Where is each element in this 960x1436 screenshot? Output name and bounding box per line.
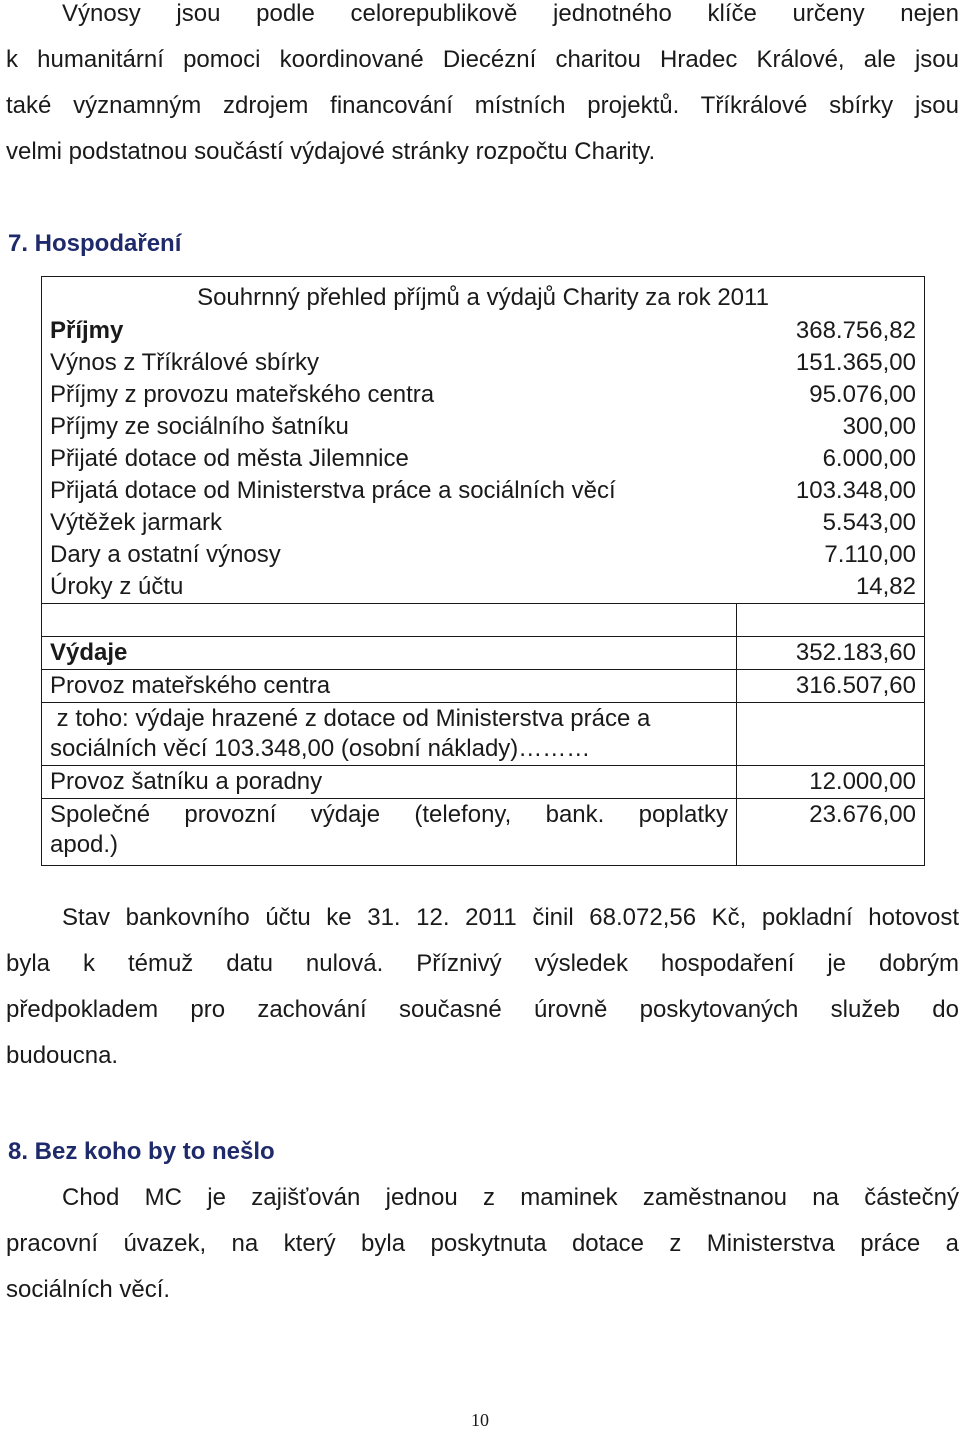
income-row-amount: 95.076,00 xyxy=(737,379,925,411)
bank-line-4: budoucna. xyxy=(6,1042,119,1069)
table-row xyxy=(42,539,925,571)
income-row-amount: 5.543,00 xyxy=(737,507,925,539)
income-total: 368.756,82 xyxy=(737,315,925,347)
income-row-amount: 151.365,00 xyxy=(737,347,925,379)
income-row-label: Výtěžek jarmark xyxy=(42,507,737,539)
bank-line-3: předpokladem pro zachování současné úrovně poskytovaných služeb do xyxy=(6,996,959,1023)
table-row xyxy=(42,475,925,507)
income-label: Příjmy xyxy=(42,315,737,347)
expense-common-line-1: Společné provozní výdaje (telefony, bank. poplatky xyxy=(50,801,728,828)
section-8-line-3: sociálních věcí. xyxy=(6,1276,171,1303)
table-caption: Souhrnný přehled příjmů a výdajů Charity za rok 2011 xyxy=(42,277,925,316)
table-row xyxy=(42,443,925,475)
income-row-amount: 6.000,00 xyxy=(737,443,925,475)
table-row-spacer xyxy=(42,604,925,637)
expense-row-label xyxy=(42,799,737,866)
intro-line-3: také významným zdrojem financování místních projektů. Tříkrálové sbírky jsou xyxy=(6,92,959,119)
income-row-label: Úroky z účtu xyxy=(42,571,737,604)
table-row xyxy=(42,571,925,604)
intro-line-4: velmi podstatnou součástí výdajové stránky rozpočtu Charity. xyxy=(6,138,656,165)
expense-common-line-2: apod.) xyxy=(50,831,119,858)
bank-line-2: byla k témuž datu nulová. Příznivý výsledek hospodaření je dobrým xyxy=(6,950,959,977)
page-number: 10 xyxy=(471,1410,489,1430)
table-row-expense-total xyxy=(42,637,925,670)
income-row-amount: 103.348,00 xyxy=(737,475,925,507)
table-row xyxy=(42,766,925,799)
intro-line-2: k humanitární pomoci koordinované Diecézní charitou Hradec Králové, ale jsou xyxy=(6,46,959,73)
table-caption-row xyxy=(42,277,925,316)
table-row xyxy=(42,411,925,443)
expenses-label: Výdaje xyxy=(42,637,737,670)
expense-note-line-1: z toho: výdaje hrazené z dotace od Ministerstva práce a xyxy=(50,705,651,732)
table-row xyxy=(42,507,925,539)
income-row-label: Přijaté dotace od města Jilemnice xyxy=(42,443,737,475)
expense-note-line-2: sociálních věcí 103.348,00 (osobní náklady)……… xyxy=(50,735,591,762)
income-row-label: Přijatá dotace od Ministerstva práce a sociálních věcí xyxy=(42,475,737,507)
section-8-line-1: Chod MC je zajišťován jednou z maminek zaměstnanou na částečný xyxy=(62,1184,959,1211)
income-row-amount: 300,00 xyxy=(737,411,925,443)
income-row-label: Dary a ostatní výnosy xyxy=(42,539,737,571)
income-row-amount: 14,82 xyxy=(737,571,925,604)
expense-note xyxy=(42,703,737,766)
income-row-label: Příjmy z provozu mateřského centra xyxy=(42,379,737,411)
section-7-heading: 7. Hospodaření xyxy=(8,230,182,257)
table-row xyxy=(42,347,925,379)
table-row xyxy=(42,799,925,866)
expense-row-label: Provoz mateřského centra xyxy=(42,670,737,703)
section-8-heading: 8. Bez koho by to nešlo xyxy=(8,1138,275,1165)
expenses-total: 352.183,60 xyxy=(737,637,925,670)
finance-table xyxy=(41,276,925,866)
income-row-label: Příjmy ze sociálního šatníku xyxy=(42,411,737,443)
table-row-income-total xyxy=(42,315,925,347)
table-row-note xyxy=(42,703,925,766)
income-row-label: Výnos z Tříkrálové sbírky xyxy=(42,347,737,379)
expense-row-amount: 12.000,00 xyxy=(737,766,925,799)
expense-row-amount: 316.507,60 xyxy=(737,670,925,703)
expense-row-amount: 23.676,00 xyxy=(737,799,925,866)
income-row-amount: 7.110,00 xyxy=(737,539,925,571)
table-row xyxy=(42,379,925,411)
table-row xyxy=(42,670,925,703)
intro-line-1: Výnosy jsou podle celorepublikově jednotného klíče určeny nejen xyxy=(62,0,959,27)
bank-line-1: Stav bankovního účtu ke 31. 12. 2011 činil 68.072,56 Kč, pokladní hotovost xyxy=(62,904,959,931)
expense-row-label: Provoz šatníku a poradny xyxy=(42,766,737,799)
section-8-line-2: pracovní úvazek, na který byla poskytnuta dotace z Ministerstva práce a xyxy=(6,1230,959,1257)
